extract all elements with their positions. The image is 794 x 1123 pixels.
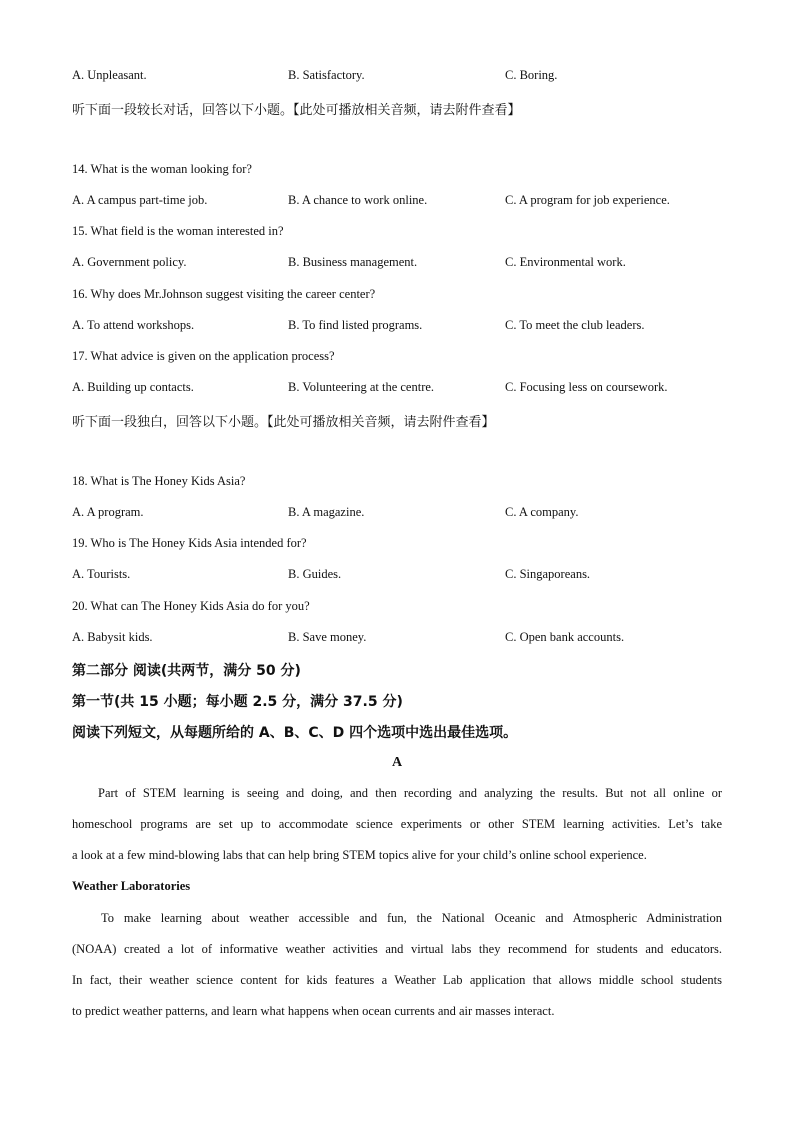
q14-option-c: C. A program for job experience. bbox=[505, 193, 670, 207]
q20-option-c: C. Open bank accounts. bbox=[505, 630, 625, 644]
q20-stem: 20. What can The Honey Kids Asia do for you? bbox=[72, 599, 310, 613]
q13-option-b: B. Satisfactory. bbox=[288, 68, 365, 82]
q18-option-c: C. A company. bbox=[505, 505, 579, 519]
q16-option-b: B. To find listed programs. bbox=[288, 318, 423, 332]
q14-option-b: B. A chance to work online. bbox=[288, 193, 428, 207]
q13-option-c: C. Boring. bbox=[505, 68, 558, 82]
q16-stem: 16. Why does Mr.Johnson suggest visiting the career center? bbox=[72, 287, 376, 301]
subheading: Weather Laboratories bbox=[72, 879, 191, 893]
q17-option-a: A. Building up contacts. bbox=[72, 380, 194, 394]
passage-p2-line-2: (NOAA) created a lot of informative weather activities and virtual labs they recommend for students and educators. bbox=[72, 942, 722, 956]
q15-option-c: C. Environmental work. bbox=[505, 255, 626, 269]
q15-option-a: A. Government policy. bbox=[72, 255, 187, 269]
q15-stem: 15. What field is the woman interested in? bbox=[72, 224, 284, 238]
q20-option-a: A. Babysit kids. bbox=[72, 630, 153, 644]
q18-stem: 18. What is The Honey Kids Asia? bbox=[72, 474, 246, 488]
q20-option-b: B. Save money. bbox=[288, 630, 367, 644]
q15-option-b: B. Business management. bbox=[288, 255, 418, 269]
passage-p1-line-3: a look at a few mind-blowing labs that can help bring STEM topics alive for your child’s online school experience. bbox=[72, 848, 647, 862]
q18-option-b: B. A magazine. bbox=[288, 505, 365, 519]
passage-p2-line-4: to predict weather patterns, and learn what happens when ocean currents and air masses interact. bbox=[72, 1004, 555, 1018]
section1-title: 第一节(共 15 小题；每小题 2.5 分，满分 37.5 分) bbox=[72, 694, 403, 710]
q17-option-b: B. Volunteering at the centre. bbox=[288, 380, 435, 394]
q16-option-c: C. To meet the club leaders. bbox=[505, 318, 645, 332]
q17-stem: 17. What advice is given on the application process? bbox=[72, 349, 335, 363]
passage-p2-line-1: To make learning about weather accessible and fun, the National Oceanic and Atmospheric Administration bbox=[101, 911, 722, 925]
q14-option-a: A. A campus part-time job. bbox=[72, 193, 208, 207]
q19-option-a: A. Tourists. bbox=[72, 567, 131, 581]
passage-p1-line-2: homeschool programs are set up to accommodate science experiments or other STEM learning activities. Let’s take bbox=[72, 817, 722, 831]
q18-option-a: A. A program. bbox=[72, 505, 144, 519]
q14-stem: 14. What is the woman looking for? bbox=[72, 162, 252, 176]
q19-option-c: C. Singaporeans. bbox=[505, 567, 591, 581]
q19-option-b: B. Guides. bbox=[288, 567, 342, 581]
q19-stem: 19. Who is The Honey Kids Asia intended for? bbox=[72, 536, 307, 550]
passage-p1-line-1: Part of STEM learning is seeing and doing, and then recording and analyzing the results. But not all online or bbox=[98, 786, 722, 800]
part2-title: 第二部分 阅读(共两节，满分 50 分) bbox=[72, 663, 301, 679]
q17-option-c: C. Focusing less on coursework. bbox=[505, 380, 668, 394]
q16-option-a: A. To attend workshops. bbox=[72, 318, 195, 332]
passage-label: A bbox=[391, 755, 403, 770]
dialogue-instruction: 听下面一段较长对话，回答以下小题。【此处可播放相关音频，请去附件查看】 bbox=[72, 103, 521, 118]
q13-option-a: A. Unpleasant. bbox=[72, 68, 147, 82]
reading-instruction: 阅读下列短文，从每题所给的 A、B、C、D 四个选项中选出最佳选项。 bbox=[72, 725, 518, 741]
passage-p2-line-3: In fact, their weather science content for kids features a Weather Lab application that allows middle school students bbox=[72, 973, 722, 987]
monologue-instruction: 听下面一段独白，回答以下小题。【此处可播放相关音频，请去附件查看】 bbox=[72, 415, 495, 430]
